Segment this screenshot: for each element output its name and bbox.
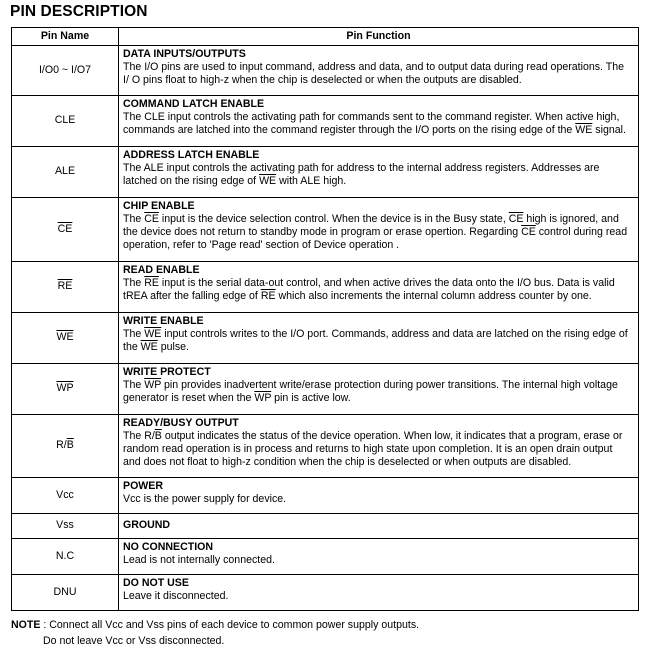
active-low-signal: $\overline{CE}$	[144, 213, 159, 226]
pin-description-table	[11, 27, 639, 611]
function-title: GROUND	[123, 519, 171, 532]
pin-name-header: Pin Name	[12, 28, 119, 46]
desc-text: output indicates the status of the device operation. When low, it indicates that a program, erase or random read operation is in process and returns to high state upon completion. It is an open drain output and does not float to high-z condition when the chip is deselected or when outputs are disabled.	[123, 430, 623, 469]
function-description	[123, 328, 632, 354]
pin-function	[119, 575, 639, 611]
active-low-signal: $\overline{CE}$	[521, 226, 536, 239]
pin-function-header: Pin Function	[119, 28, 639, 46]
function-title: WRITE PROTECT	[123, 366, 211, 378]
function-description	[123, 213, 632, 252]
table-header-row	[12, 28, 639, 46]
function-description: Lead is not internally connected.	[123, 554, 275, 567]
desc-text: The	[123, 277, 145, 290]
pin-function	[119, 96, 639, 147]
function-title: ADDRESS LATCH ENABLE	[123, 149, 260, 161]
pin-name-text: $\overline{RE}$	[57, 280, 73, 293]
pin-name-text: $\overline{CE}$	[57, 222, 73, 235]
desc-text: which also increments the internal column address counter by one.	[275, 290, 592, 303]
function-description: The I/O pins are used to input command, address and data, and to output data during read operations. The I/ O pins float to high-z when the chip is deselected or when the outputs are disabled.	[123, 61, 624, 87]
desc-text: pulse.	[157, 341, 189, 354]
desc-text: high is ignored, and the device does not return to standby mode in program or erase opertion. Regarding	[123, 213, 619, 239]
function-title: WRITE ENABLE	[123, 315, 204, 327]
note-line	[11, 617, 419, 633]
function-title: READ ENABLE	[123, 264, 200, 276]
active-low-signal: $\overline{RE}$	[144, 277, 159, 290]
function-title: CHIP ENABLE	[123, 200, 195, 212]
function-description	[123, 162, 632, 188]
pin-name: CLE	[12, 96, 119, 147]
note-label: NOTE	[11, 619, 41, 631]
desc-text: The CLE input controls the activating path for commands sent to the command register. When active high, commands are latched into the command register through the I/O ports on the rising edge of the	[123, 111, 620, 137]
pin-function	[119, 46, 639, 96]
pin-name: Vcc	[12, 478, 119, 514]
function-description	[123, 379, 632, 405]
desc-text: control during read operation, refer to 'Page read' section of Device operation .	[123, 226, 628, 252]
active-low-signal: $\overline{WP}$	[144, 379, 162, 392]
pin-name	[12, 262, 119, 313]
active-low-signal: $\overline{WE}$	[575, 124, 593, 137]
function-title: COMMAND LATCH ENABLE	[123, 98, 265, 110]
pin-name: N.C	[12, 539, 119, 575]
pin-name-text: $\overline{WP}$	[56, 382, 74, 395]
page-title: PIN DESCRIPTION	[10, 3, 148, 20]
table-row	[12, 539, 639, 575]
function-title: DATA INPUTS/OUTPUTS	[123, 48, 246, 60]
desc-text: The	[123, 213, 145, 226]
active-low-signal: $\overline{B}$	[154, 430, 162, 443]
active-low-signal: $\overline{WE}$	[259, 175, 277, 188]
pin-function	[119, 514, 639, 539]
function-description: Vcc is the power supply for device.	[123, 493, 287, 506]
function-description	[123, 277, 632, 303]
pin-name	[12, 198, 119, 262]
desc-text: with ALE high.	[276, 175, 347, 188]
pin-function	[119, 478, 639, 514]
table-row	[12, 575, 639, 611]
table-row	[12, 46, 639, 96]
table-row	[12, 514, 639, 539]
active-low-signal: $\overline{WP}$	[254, 392, 272, 405]
desc-text: The ALE input controls the activating path for address to the internal address registers. Addresses are latched on the rising edge of	[123, 162, 600, 188]
pin-function	[119, 147, 639, 198]
table-row	[12, 364, 639, 415]
table-row	[12, 313, 639, 364]
active-low-signal: $\overline{WE}$	[140, 341, 158, 354]
note	[11, 617, 419, 649]
function-description	[123, 430, 632, 469]
note-line: Do not leave Vcc or Vss disconnected.	[43, 635, 225, 647]
pin-name: DNU	[12, 575, 119, 611]
table-row	[12, 262, 639, 313]
pin-function	[119, 313, 639, 364]
pin-name: I/O0 ~ I/O7	[12, 46, 119, 96]
table-row	[12, 478, 639, 514]
pin-name	[12, 364, 119, 415]
desc-text: The R/	[123, 430, 155, 443]
active-low-signal: $\overline{RE}$	[260, 290, 276, 303]
desc-text: The	[123, 328, 145, 341]
pin-function	[119, 198, 639, 262]
desc-text: input is the device selection control. When the device is in the Busy state,	[158, 213, 509, 226]
table-row	[12, 198, 639, 262]
pin-name: ALE	[12, 147, 119, 198]
function-title: NO CONNECTION	[123, 541, 214, 553]
function-title: READY/BUSY OUTPUT	[123, 417, 239, 429]
desc-text: pin provides inadvertent write/erase protection during power transitions. The internal high voltage generator is reset when the	[123, 379, 618, 405]
desc-text: input controls writes to the I/O port. Commands, address and data are latched on the rising edge of the	[123, 328, 628, 354]
desc-text: input is the serial data-out control, and when active drives the data onto the I/O bus. Data is valid tREA after the falling edge of	[123, 277, 615, 303]
desc-text: pin is active low.	[271, 392, 351, 405]
pin-function	[119, 539, 639, 575]
pin-name	[12, 313, 119, 364]
function-title: POWER	[123, 480, 164, 492]
pin-name	[12, 415, 119, 478]
table-row	[12, 415, 639, 478]
function-description	[123, 111, 632, 137]
pin-function	[119, 415, 639, 478]
pin-name-text: R/	[56, 439, 67, 452]
pin-name-text: $\overline{WE}$	[56, 331, 74, 344]
pin-name-text: $\overline{B}$	[66, 439, 74, 452]
table-row	[12, 96, 639, 147]
desc-text: The	[123, 379, 145, 392]
pin-name: Vss	[12, 514, 119, 539]
desc-text: signal.	[592, 124, 626, 137]
active-low-signal: $\overline{WE}$	[144, 328, 162, 341]
pin-function	[119, 262, 639, 313]
table-row	[12, 147, 639, 198]
active-low-signal: $\overline{CE}$	[508, 213, 524, 226]
note-text: : Connect all Vcc and Vss pins of each device to common power supply outputs.	[40, 619, 420, 631]
pin-function	[119, 364, 639, 415]
function-description: Leave it disconnected.	[123, 590, 229, 603]
function-title: DO NOT USE	[123, 577, 189, 589]
